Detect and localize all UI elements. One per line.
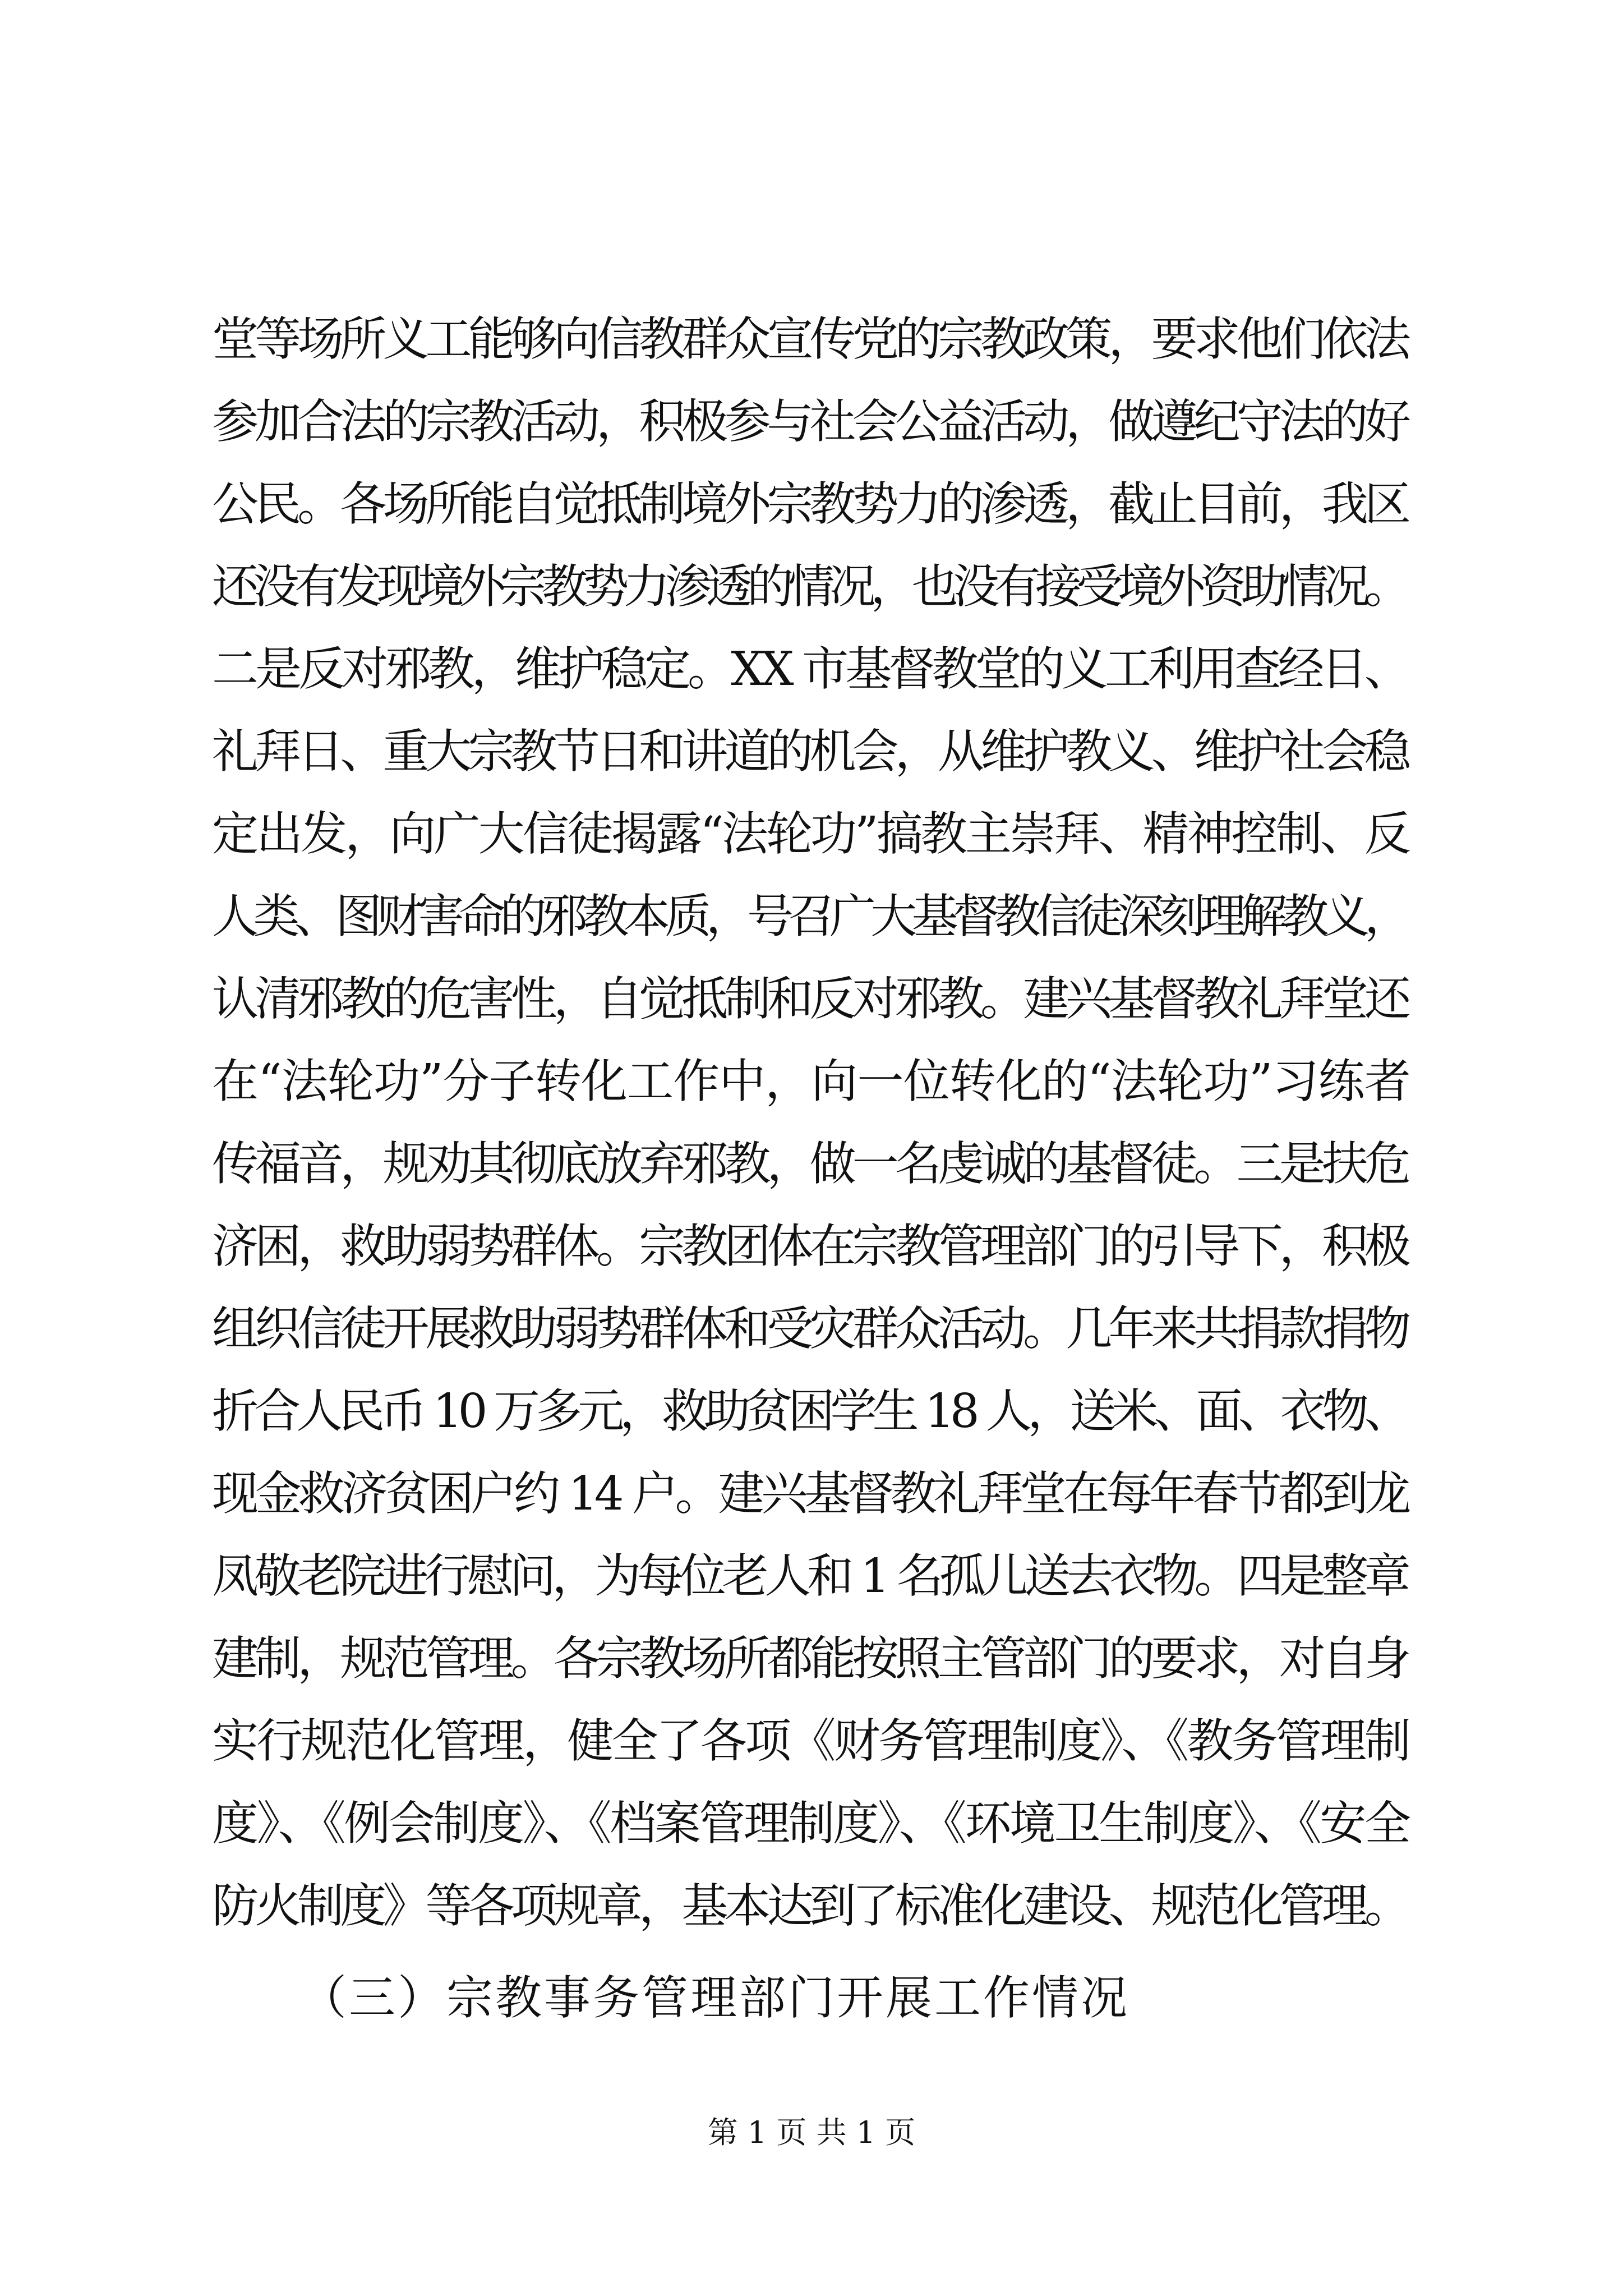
section-heading: （三）宗教事务管理部门开展工作情况 bbox=[300, 1971, 1129, 2025]
text-line: 建制，规范管理。各宗教场所都能按照主管部门的要求，对自身 bbox=[212, 1631, 1408, 1686]
text-line: 在“法轮功”分子转化工作中，向一位转化的“法轮功”习练者 bbox=[212, 1054, 1410, 1108]
text-line: 度》、《例会制度》、《档案管理制度》、《环境卫生制度》、《安全 bbox=[212, 1796, 1409, 1851]
text-line: 传福音，规劝其彻底放弃邪教，做一名虔诚的基督徒。三是扶危 bbox=[212, 1137, 1408, 1191]
text-line: 认清邪教的危害性，自觉抵制和反对邪教。建兴基督教礼拜堂还 bbox=[212, 972, 1408, 1026]
text-line: 堂等场所义工能够向信教群众宣传党的宗教政策，要求他们依法 bbox=[212, 312, 1408, 366]
page-footer: 第 1 页 共 1 页 bbox=[707, 2115, 916, 2150]
text-line: 折合人民币 10 万多元，救助贫困学生 18 人，送米、面、衣物、 bbox=[212, 1384, 1407, 1438]
text-line: 礼拜日、重大宗教节日和讲道的机会，从维护教义、维护社会稳 bbox=[212, 724, 1408, 779]
text-line: 济困，救助弱势群体。宗教团体在宗教管理部门的引导下，积极 bbox=[212, 1219, 1408, 1273]
text-line: 组织信徒开展救助弱势群体和受灾群众活动。几年来共捐款捐物 bbox=[212, 1301, 1408, 1356]
text-line: 凤敬老院进行慰问，为每位老人和 1 名孤儿送去衣物。四是整章 bbox=[212, 1549, 1407, 1603]
text-line: 还没有发现境外宗教势力渗透的情况，也没有接受境外资助情况。 bbox=[212, 559, 1406, 614]
text-line: 人类、图财害命的邪教本质，号召广大基督教信徒深刻理解教义， bbox=[212, 889, 1406, 944]
text-line: 现金救济贫困户约 14 户。建兴基督教礼拜堂在每年春节都到龙 bbox=[212, 1466, 1408, 1521]
text-line: 二是反对邪教，维护稳定。XX 市基督教堂的义工利用查经日、 bbox=[212, 642, 1408, 696]
text-line: 参加合法的宗教活动，积极参与社会公益活动，做遵纪守法的好 bbox=[212, 394, 1408, 449]
text-line: 公民。各场所能自觉抵制境外宗教势力的渗透，截止目前，我区 bbox=[212, 477, 1408, 531]
text-line: 定出发，向广大信徒揭露“法轮功”搞教主崇拜、精神控制、反 bbox=[212, 807, 1409, 861]
text-line: 实行规范化管理，健全了各项《财务管理制度》、《教务管理制 bbox=[212, 1714, 1409, 1768]
text-line: 防火制度》等各项规章，基本达到了标准化建设、规范化管理。 bbox=[212, 1879, 1408, 1933]
